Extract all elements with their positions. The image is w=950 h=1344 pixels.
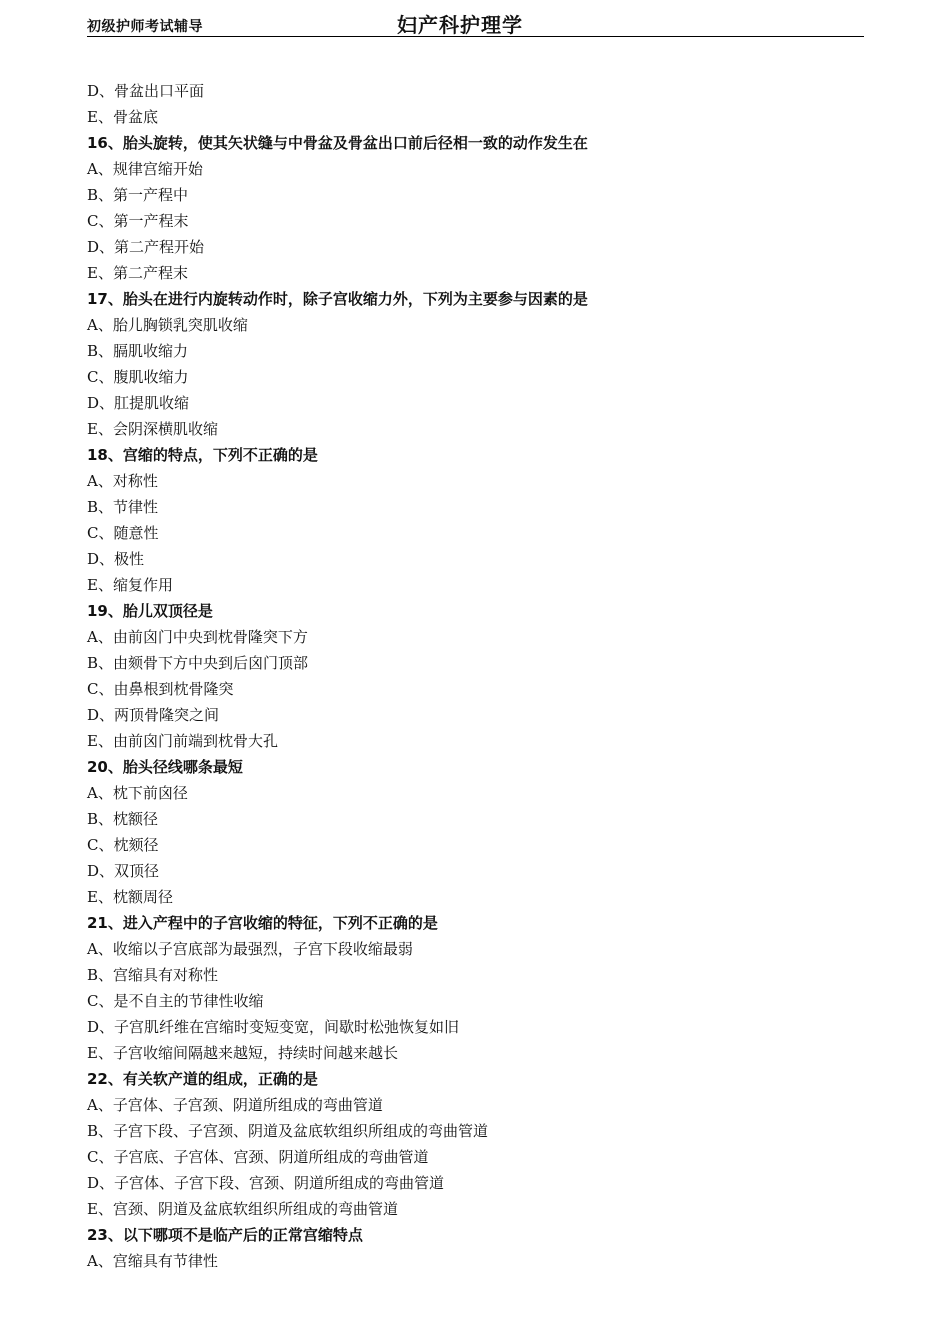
question-list: [87, 78, 867, 1274]
answer-option: D、骨盆出口平面: [87, 82, 205, 100]
answer-option: B、宫缩具有对称性: [87, 966, 219, 984]
question-stem: 17、胎头在进行内旋转动作时，除子宫收缩力外，下列为主要参与因素的是: [87, 290, 588, 308]
answer-option: D、第二产程开始: [87, 238, 205, 256]
answer-option: B、膈肌收缩力: [87, 342, 189, 360]
answer-option: D、极性: [87, 550, 145, 568]
answer-option: C、子宫底、子宫体、宫颈、阴道所组成的弯曲管道: [87, 1148, 429, 1166]
answer-option: B、子宫下段、子宫颈、阴道及盆底软组织所组成的弯曲管道: [87, 1122, 489, 1140]
answer-option: E、枕额周径: [87, 888, 173, 906]
answer-option: E、由前囟门前端到枕骨大孔: [87, 732, 278, 750]
answer-option: A、由前囟门中央到枕骨隆突下方: [87, 628, 308, 646]
answer-option: B、第一产程中: [87, 186, 189, 204]
answer-option: B、节律性: [87, 498, 159, 516]
header-subject-title: 妇产科护理学: [397, 13, 523, 37]
page-header: [87, 8, 864, 37]
answer-option: E、宫颈、阴道及盆底软组织所组成的弯曲管道: [87, 1200, 398, 1218]
answer-option: C、枕颏径: [87, 836, 159, 854]
answer-option: E、会阴深横肌收缩: [87, 420, 218, 438]
answer-option: C、随意性: [87, 524, 159, 542]
question-stem: 20、胎头径线哪条最短: [87, 758, 243, 776]
answer-option: A、对称性: [87, 472, 158, 490]
question-stem: 23、以下哪项不是临产后的正常宫缩特点: [87, 1226, 363, 1244]
answer-option: D、子宫体、子宫下段、宫颈、阴道所组成的弯曲管道: [87, 1174, 445, 1192]
answer-option: A、宫缩具有节律性: [87, 1252, 218, 1270]
answer-option: A、胎儿胸锁乳突肌收缩: [87, 316, 248, 334]
answer-option: D、子宫肌纤维在宫缩时变短变宽，间歇时松弛恢复如旧: [87, 1018, 460, 1036]
answer-option: A、规律宫缩开始: [87, 160, 203, 178]
answer-option: B、由颏骨下方中央到后囟门顶部: [87, 654, 309, 672]
answer-option: C、是不自主的节律性收缩: [87, 992, 264, 1010]
question-stem: 18、宫缩的特点，下列不正确的是: [87, 446, 318, 464]
answer-option: E、骨盆底: [87, 108, 158, 126]
answer-option: A、收缩以子宫底部为最强烈，子宫下段收缩最弱: [87, 940, 413, 958]
answer-option: D、两顶骨隆突之间: [87, 706, 220, 724]
answer-option: C、由鼻根到枕骨隆突: [87, 680, 234, 698]
answer-option: E、子宫收缩间隔越来越短，持续时间越来越长: [87, 1044, 398, 1062]
answer-option: D、肛提肌收缩: [87, 394, 190, 412]
question-stem: 21、进入产程中的子宫收缩的特征，下列不正确的是: [87, 914, 438, 932]
answer-option: A、枕下前囟径: [87, 784, 188, 802]
answer-option: A、子宫体、子宫颈、阴道所组成的弯曲管道: [87, 1096, 383, 1114]
question-stem: 22、有关软产道的组成，正确的是: [87, 1070, 318, 1088]
answer-option: C、腹肌收缩力: [87, 368, 189, 386]
question-stem: 16、胎头旋转，使其矢状缝与中骨盆及骨盆出口前后径相一致的动作发生在: [87, 134, 588, 152]
answer-option: C、第一产程末: [87, 212, 189, 230]
answer-option: E、第二产程末: [87, 264, 188, 282]
answer-option: D、双顶径: [87, 862, 160, 880]
answer-option: E、缩复作用: [87, 576, 173, 594]
answer-option: B、枕额径: [87, 810, 159, 828]
question-stem: 19、胎儿双顶径是: [87, 602, 213, 620]
header-course-name: 初级护师考试辅导: [87, 19, 203, 35]
